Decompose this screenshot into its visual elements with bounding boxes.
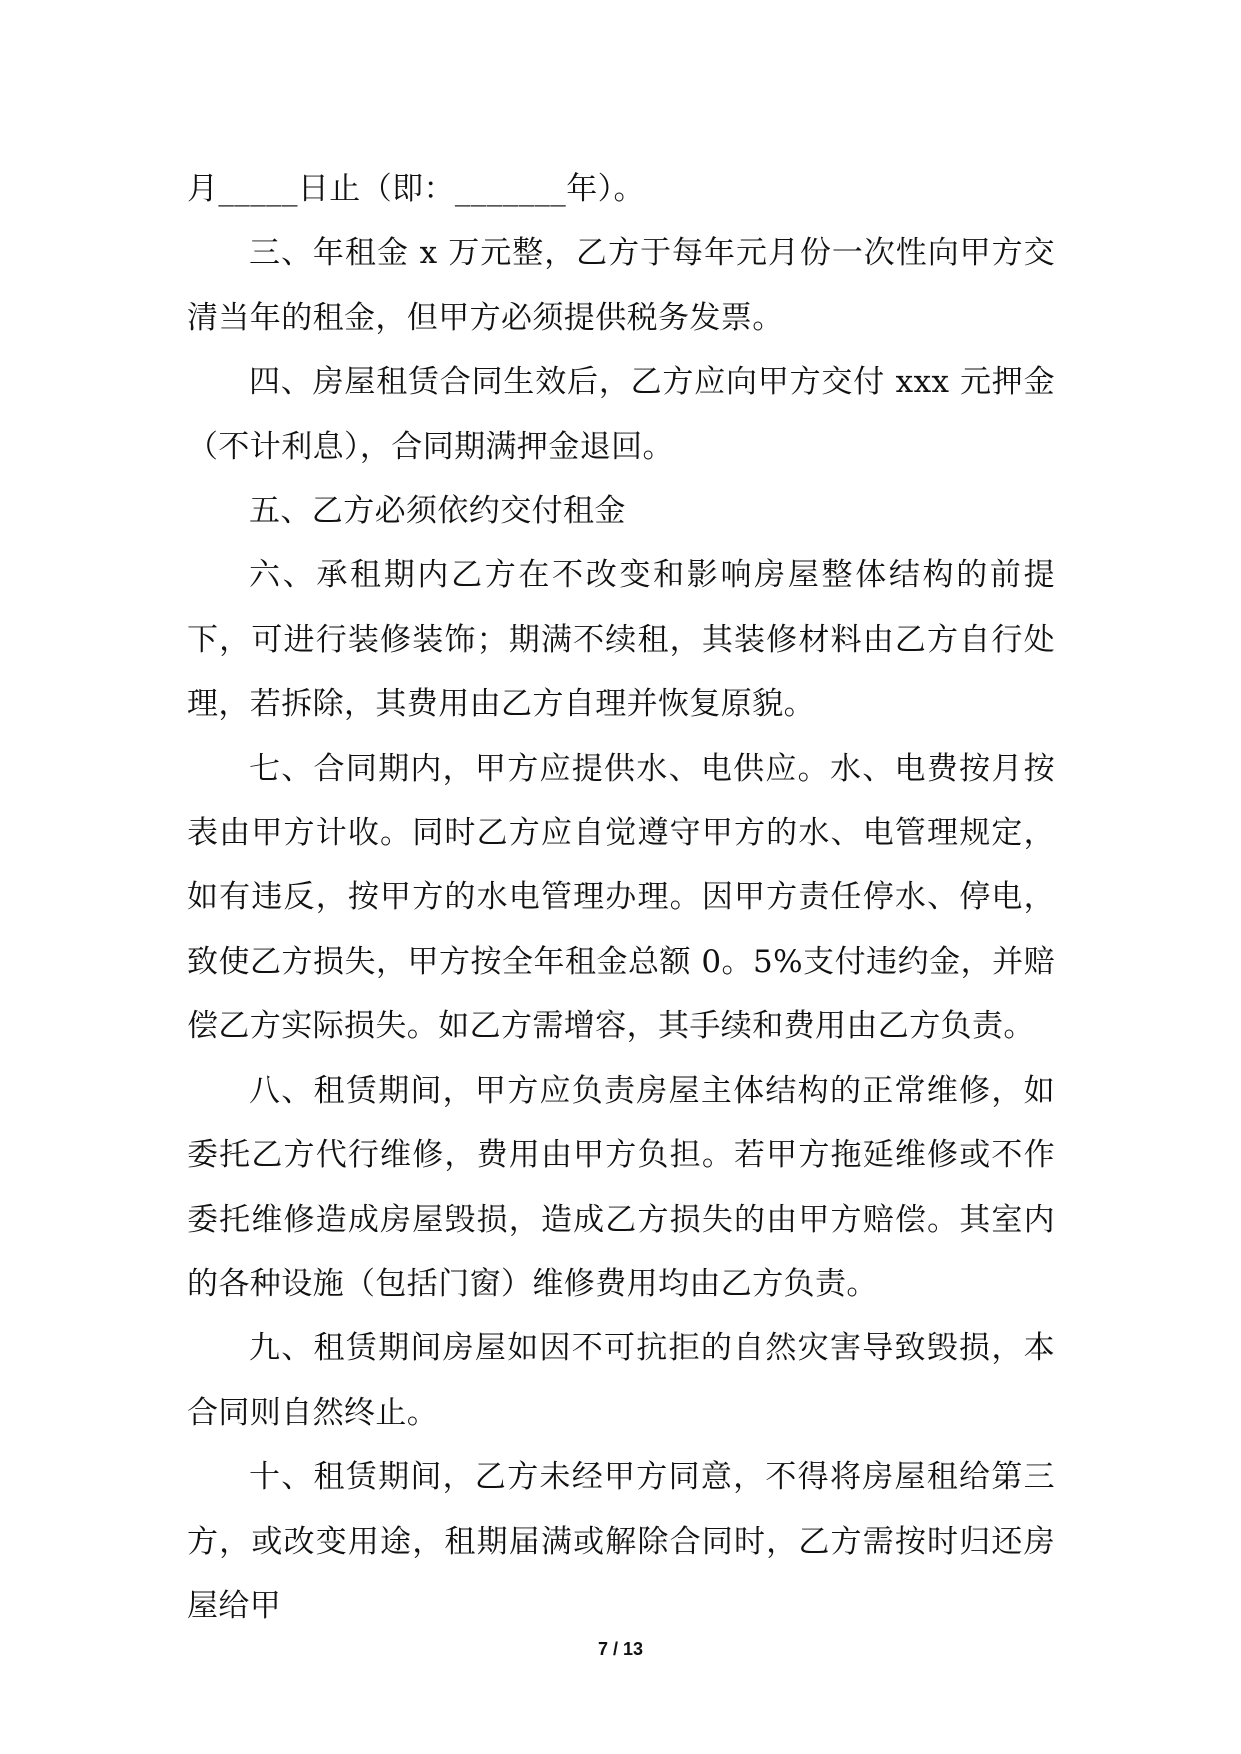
clause-10-subletting: 十、租赁期间，乙方未经甲方同意，不得将房屋租给第三方，或改变用途，租期届满或解除合同时，乙方需按时归还房屋给甲	[187, 1459, 1055, 1624]
page-number: 7 / 13	[597, 1639, 644, 1659]
clause-6-renovation: 六、承租期内乙方在不改变和影响房屋整体结构的前提下，可进行装修装饰；期满不续租，其装修材料由乙方自行处理，若拆除，其费用由乙方自理并恢复原貌。	[187, 557, 1055, 723]
document-body	[187, 157, 1055, 1638]
clause-8-maintenance: 八、租赁期间，甲方应负责房屋主体结构的正常维修，如委托乙方代行维修，费用由甲方负担。若甲方拖延维修或不作委托维修造成房屋毁损，造成乙方损失的由甲方赔偿。其室内的各种设施（包括门窗）维修费用均由乙方负责。	[187, 1072, 1055, 1302]
clause-5-payment: 五、乙方必须依约交付租金	[249, 493, 626, 530]
clause-7-utilities: 七、合同期内，甲方应提供水、电供应。水、电费按月按表由甲方计收。同时乙方应自觉遵守甲方的水、电管理规定，如有违反，按甲方的水电管理办理。因甲方责任停水、停电，致使乙方损失，甲方按全年租金总额 0。5%支付违约金，并赔偿乙方实际损失。如乙方需增容，其手续和费用由乙方负责。	[187, 750, 1055, 1045]
clause-4-deposit: 四、房屋租赁合同生效后，乙方应向甲方交付 xxx 元押金（不计利息），合同期满押金退回。	[187, 364, 1055, 465]
paragraph-continuation: 月_____日止（即：_______年）。	[187, 171, 645, 207]
clause-9-force-majeure: 九、租赁期间房屋如因不可抗拒的自然灾害导致毁损，本合同则自然终止。	[187, 1330, 1055, 1431]
clause-3-annual-rent: 三、年租金 x 万元整，乙方于每年元月份一次性向甲方交清当年的租金，但甲方必须提供税务发票。	[187, 235, 1055, 336]
